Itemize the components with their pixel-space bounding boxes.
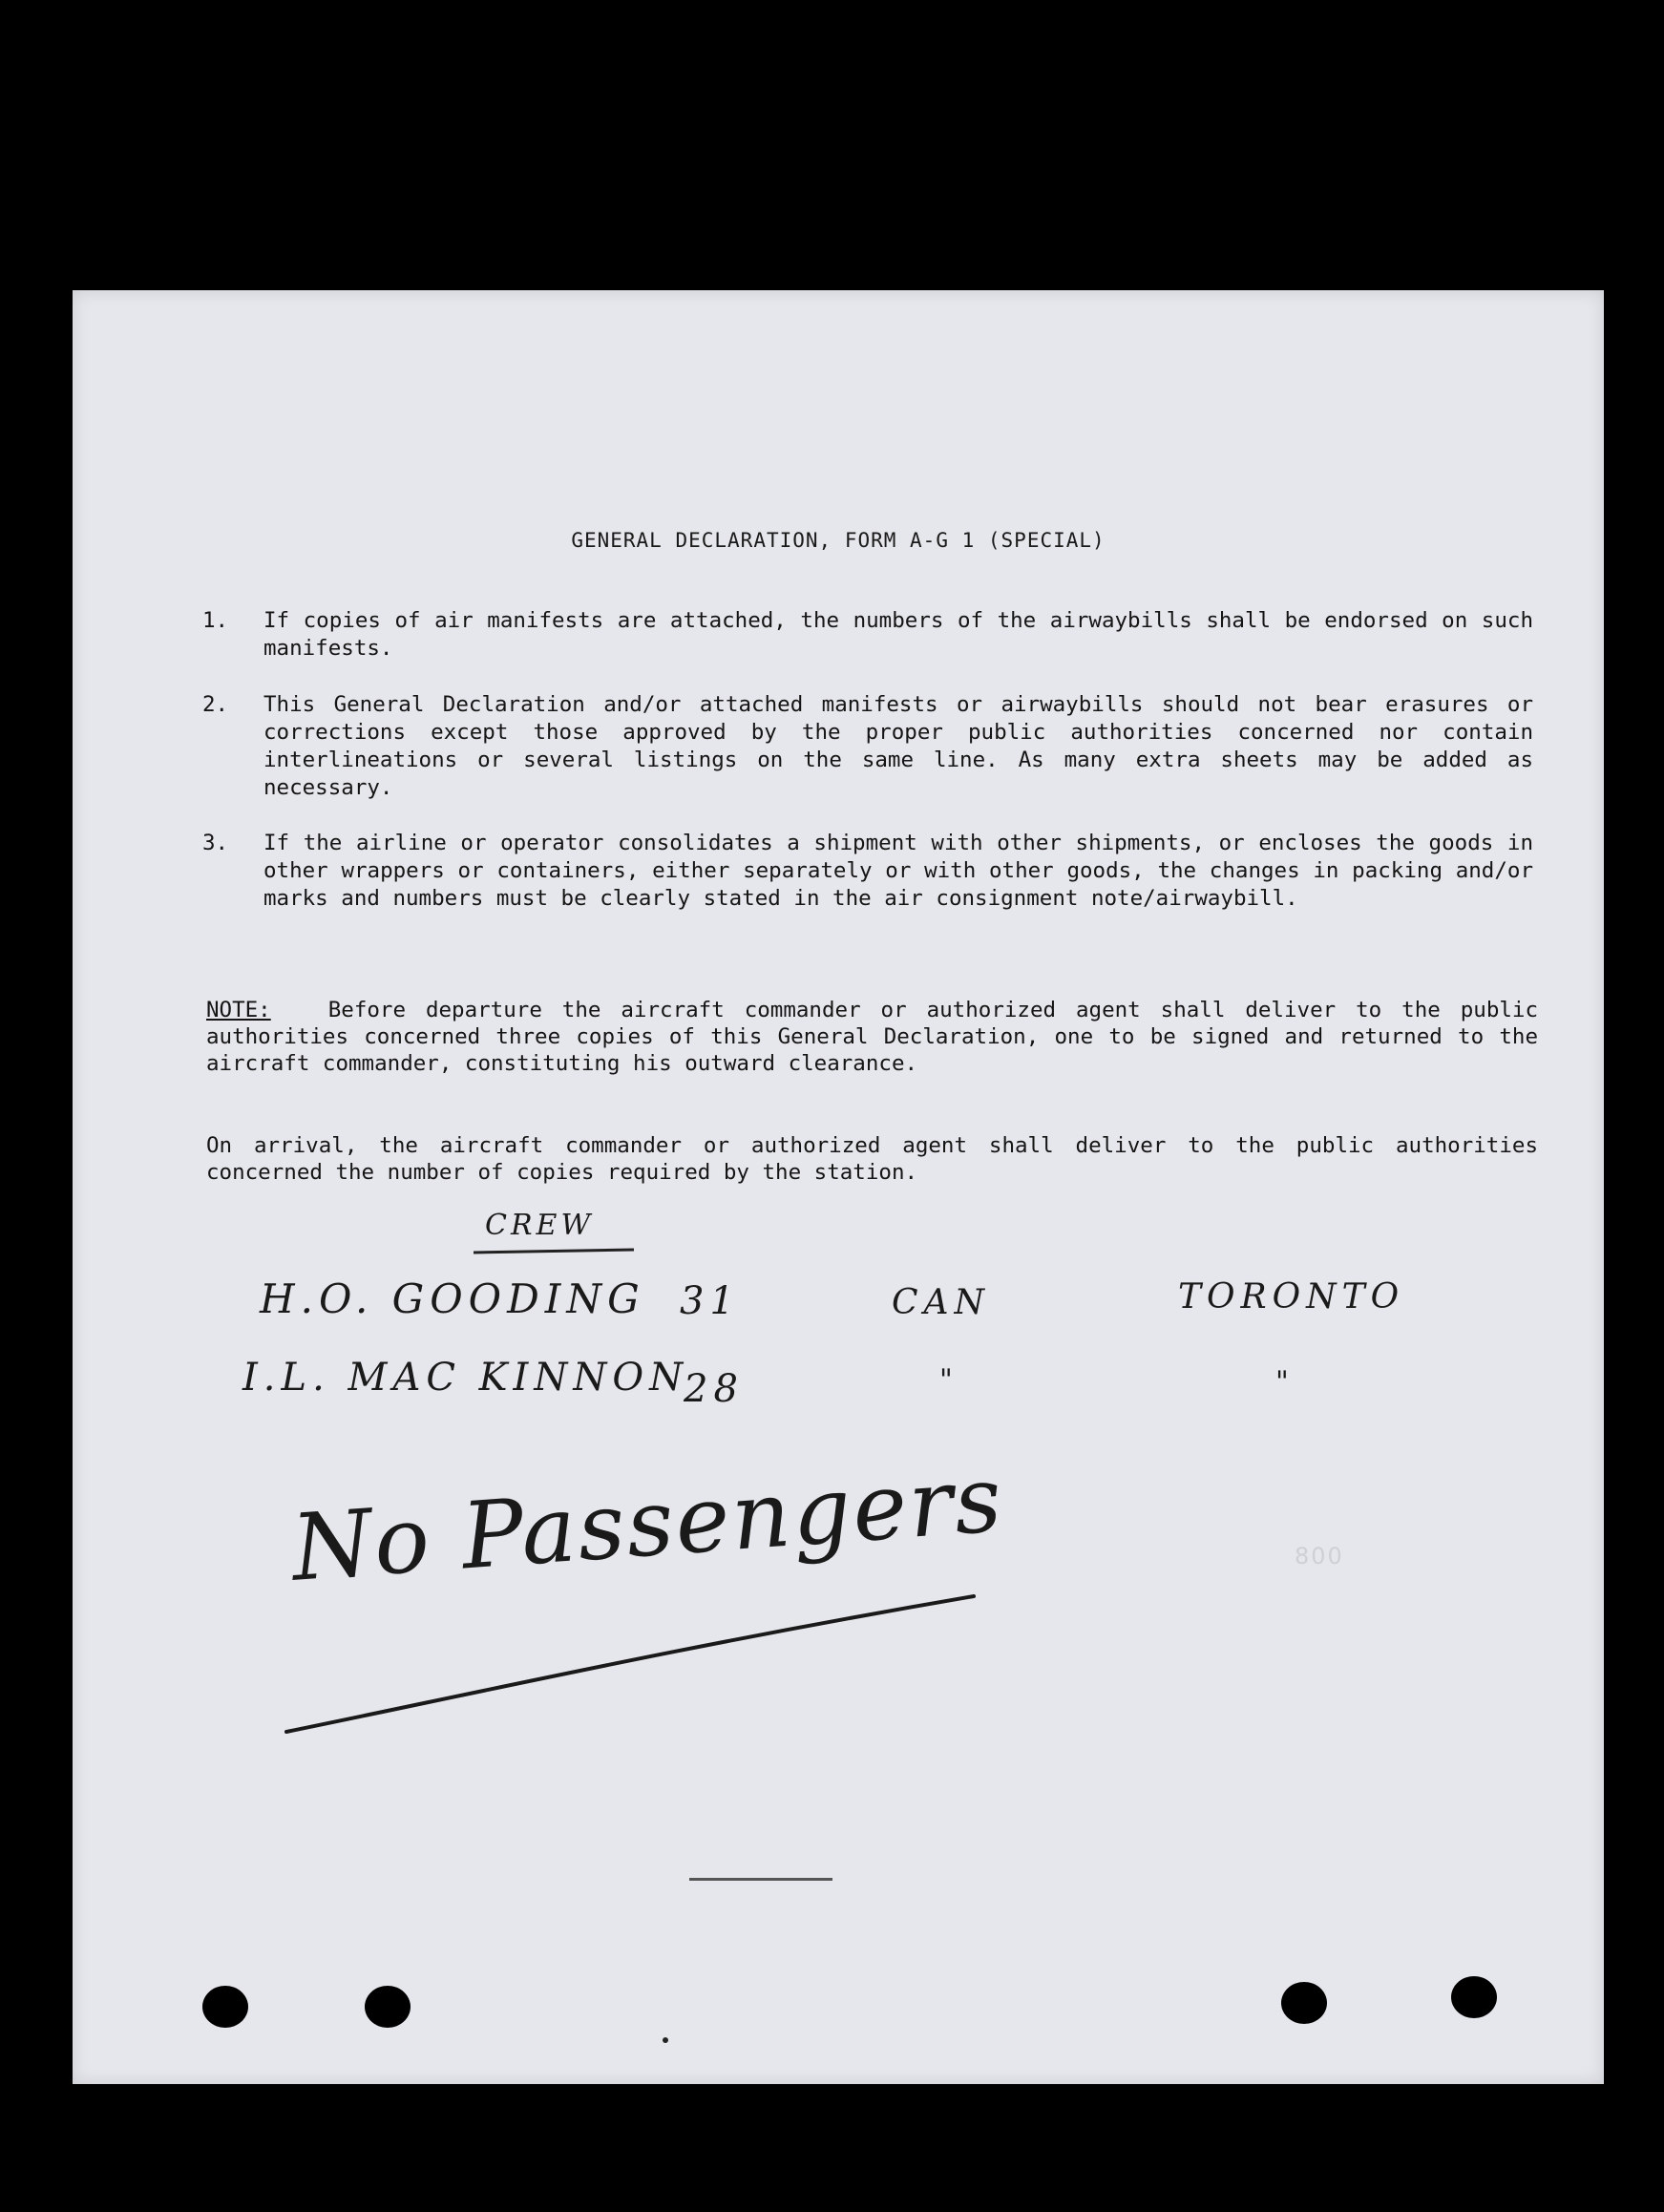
- crew-age: 28: [684, 1367, 744, 1411]
- crew-city: TORONTO: [1178, 1277, 1405, 1317]
- note-paragraph: [206, 997, 1538, 1077]
- ink-dot: [663, 2037, 668, 2043]
- crew-heading: CREW: [485, 1209, 595, 1242]
- arrival-paragraph: On arrival, the aircraft commander or authorized agent shall deliver to the public authorities concerned the number of copies required by the station.: [206, 1133, 1538, 1185]
- instruction-number: 2.: [202, 692, 229, 717]
- crew-name: H.O. GOODING: [260, 1275, 645, 1322]
- punch-hole: [1451, 1976, 1497, 2018]
- document-page: [73, 290, 1604, 2084]
- note-text: Before departure the aircraft commander or authorized agent shall deliver to the public authorities concerned three copies of this General Declaration, one to be signed and returned to the aircraft commander, constituting his outward clearance.: [206, 998, 1538, 1076]
- instruction-text: If the airline or operator consolidates a shipment with other shipments, or encloses the goods in other wrappers or containers, either separately or with other goods, the changes in packing and/or marks and numbers must be clearly stated in the air consignment note/airwaybill.: [263, 831, 1533, 911]
- no-passengers-underline: [283, 1589, 979, 1741]
- punch-hole: [1281, 1982, 1327, 2024]
- no-passengers-note: No Passengers: [288, 1445, 1007, 1602]
- faint-stamp: 800: [1295, 1543, 1344, 1569]
- form-title: GENERAL DECLARATION, FORM A-G 1 (SPECIAL): [571, 529, 1106, 552]
- crew-name: I.L. MAC KINNON: [242, 1356, 689, 1400]
- punch-hole: [365, 1986, 411, 2028]
- crew-nationality: CAN: [892, 1283, 991, 1322]
- note-label: NOTE:: [206, 998, 271, 1022]
- instruction-number: 3.: [202, 831, 229, 855]
- instruction-text: This General Declaration and/or attached manifests or airwaybills should not bear erasures or corrections except those approved by the proper public authorities concerned nor contain interlineations or several listings on the same line. As many extra sheets may be added as necessary.: [263, 692, 1533, 800]
- instruction-number: 1.: [202, 608, 229, 633]
- crew-heading-underline: [474, 1249, 634, 1254]
- instruction-text: If copies of air manifests are attached, the numbers of the airwaybills shall be endorsed on such manifests.: [263, 608, 1533, 661]
- separator-dash: [689, 1878, 832, 1881]
- crew-city: ": [1275, 1365, 1295, 1399]
- crew-age: 31: [680, 1279, 740, 1323]
- punch-hole: [202, 1986, 248, 2028]
- crew-nationality: ": [939, 1363, 958, 1397]
